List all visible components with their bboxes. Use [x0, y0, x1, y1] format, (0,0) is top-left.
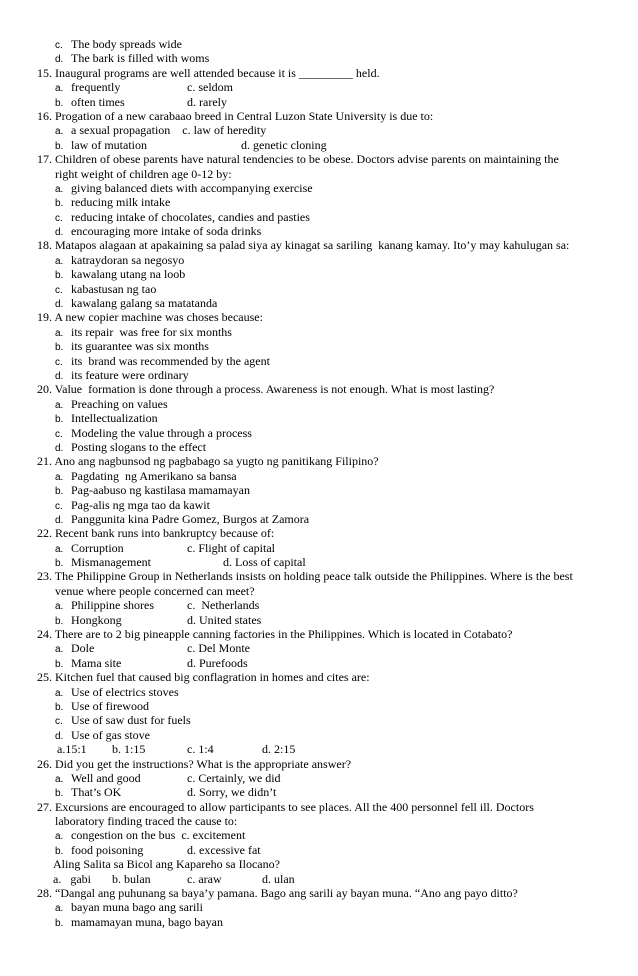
option-d: d. Panggunita kina Padre Gomez, Burgos at Zamora: [55, 511, 310, 526]
question-22: 22. Recent bank runs into bankruptcy because of:: [37, 526, 275, 541]
option-b: b. law of mutation d. genetic cloning: [55, 137, 327, 152]
option-b: b. often times d. rarely: [55, 94, 227, 109]
option-d: d. Posting slogans to the effect: [55, 439, 207, 454]
question-19: 19. A new copier machine was choses because:: [37, 310, 263, 325]
option-a: a. Pagdating ng Amerikano sa bansa: [55, 468, 237, 483]
option-c: c. reducing intake of chocolates, candies and pasties: [55, 209, 310, 224]
bicol-option-d: d. ulan: [262, 871, 295, 886]
option-c: c. The body spreads wide: [55, 37, 182, 51]
question-20: 20. Value formation is done through a process. Awareness is not enough. What is most lasting?: [37, 382, 495, 397]
bicol-option-a: a. gabi: [53, 871, 91, 886]
option-b: b. Mama site d. Purefoods: [55, 655, 248, 670]
question-28: 28. “Dangal ang puhunang sa baya’y pamana. Bago ang sarili ay bayan muna. “Ano ang payo ditto?: [37, 886, 518, 901]
option-c: c. its brand was recommended by the agent: [55, 353, 270, 368]
option-c: c. Pag-alis ng mga tao da kawit: [55, 497, 210, 512]
bicol-ilocano-options: [0, 872, 638, 886]
bicol-option-c: c. araw: [187, 871, 222, 886]
option-b: b. Hongkong d. United states: [55, 612, 262, 627]
option-a: a. its repair was free for six months: [55, 324, 232, 339]
option-a: a. Preaching on values: [55, 396, 168, 411]
ratio-option-a: a.15:1: [57, 742, 87, 757]
question-23-continued: venue where people concerned can meet?: [55, 583, 255, 598]
option-b: b. mamamayan muna, bago bayan: [55, 914, 223, 929]
question-18: 18. Matapos alagaan at apakaining sa palad siya ay kinagat sa sariling kanang kamay. Ito’y may kahulugan sa:: [37, 238, 570, 253]
option-b: b. its guarantee was six months: [55, 339, 209, 354]
question-21: 21. Ano ang nagbunsod ng pagbabago sa yugto ng panitikang Filipino?: [37, 454, 379, 469]
question-26: 26. Did you get the instructions? What is the appropriate answer?: [37, 756, 352, 771]
question-25: 25. Kitchen fuel that caused big conflagration in homes and cites are:: [37, 670, 370, 685]
option-c: c. Use of saw dust for fuels: [55, 713, 191, 728]
question-23: 23. The Philippine Group in Netherlands insists on holding peace talk outside the Philippines. Where is the best: [37, 569, 573, 584]
option-b: b. That’s OK d. Sorry, we didn’t: [55, 785, 277, 800]
option-b: b. Pag-aabuso ng kastilasa mamamayan: [55, 483, 250, 498]
option-b: b. food poisoning d. excessive fat: [55, 842, 261, 857]
option-a: a. bayan muna bago ang sarili: [55, 900, 203, 915]
question-27-continued: laboratory finding traced the cause to:: [55, 814, 238, 829]
option-a: a. Well and good c. Certainly, we did: [55, 770, 281, 785]
ratio-option-c: c. 1:4: [187, 742, 214, 757]
option-b: b. reducing milk intake: [55, 195, 171, 210]
option-a: a. Use of electrics stoves: [55, 684, 179, 699]
option-d: d. kawalang galang sa matatanda: [55, 296, 218, 311]
option-a: a. a sexual propagation c. law of heredity: [55, 123, 267, 138]
option-a: a. frequently c. seldom: [55, 80, 233, 95]
option-c: c. Modeling the value through a process: [55, 425, 252, 440]
option-a: a. Dole c. Del Monte: [55, 641, 250, 656]
option-b: b. kawalang utang na loob: [55, 267, 186, 282]
option-a: a. giving balanced diets with accompanying exercise: [55, 180, 313, 195]
bicol-ilocano-question: Aling Salita sa Bicol ang Kapareho sa Ilocano?: [53, 857, 280, 872]
option-d: d. encouraging more intake of soda drinks: [55, 224, 262, 239]
question-16: 16. Progation of a new carabaao breed in Central Luzon State University is due to:: [37, 108, 434, 123]
ratio-option-d: d. 2:15: [262, 742, 296, 757]
option-a: a. Corruption c. Flight of capital: [55, 540, 275, 555]
ratio-option-b: b. 1:15: [112, 742, 146, 757]
question-24: 24. There are to 2 big pineapple canning factories in the Philippines. Which is located in Cotabato?: [37, 627, 513, 642]
option-d: d. The bark is filled with woms: [55, 51, 210, 66]
question-17-continued: right weight of children age 0-12 by:: [55, 166, 232, 181]
question-15: 15. Inaugural programs are well attended because it is _________ held.: [37, 65, 380, 80]
option-d: d. its feature were ordinary: [55, 367, 189, 382]
option-b: b. Use of firewood: [55, 698, 149, 713]
option-a: a. congestion on the bus c. excitement: [55, 828, 246, 843]
question-17: 17. Children of obese parents have natural tendencies to be obese. Doctors advise parents on maintaining the: [37, 152, 559, 167]
option-b: b. Mismanagement d. Loss of capital: [55, 555, 306, 570]
question-27: 27. Excursions are encouraged to allow participants to see places. All the 400 personnel fell ill. Doctors: [37, 799, 534, 814]
option-d: d. Use of gas stove: [55, 727, 150, 742]
option-c: c. kabastusan ng tao: [55, 281, 157, 296]
ratio-options: [0, 742, 638, 756]
option-a: a. katraydoran sa negosyo: [55, 252, 185, 267]
bicol-option-b: b. bulan: [112, 871, 151, 886]
option-b: b. Intellectualization: [55, 411, 158, 426]
option-a: a. Philippine shores c. Netherlands: [55, 598, 260, 613]
